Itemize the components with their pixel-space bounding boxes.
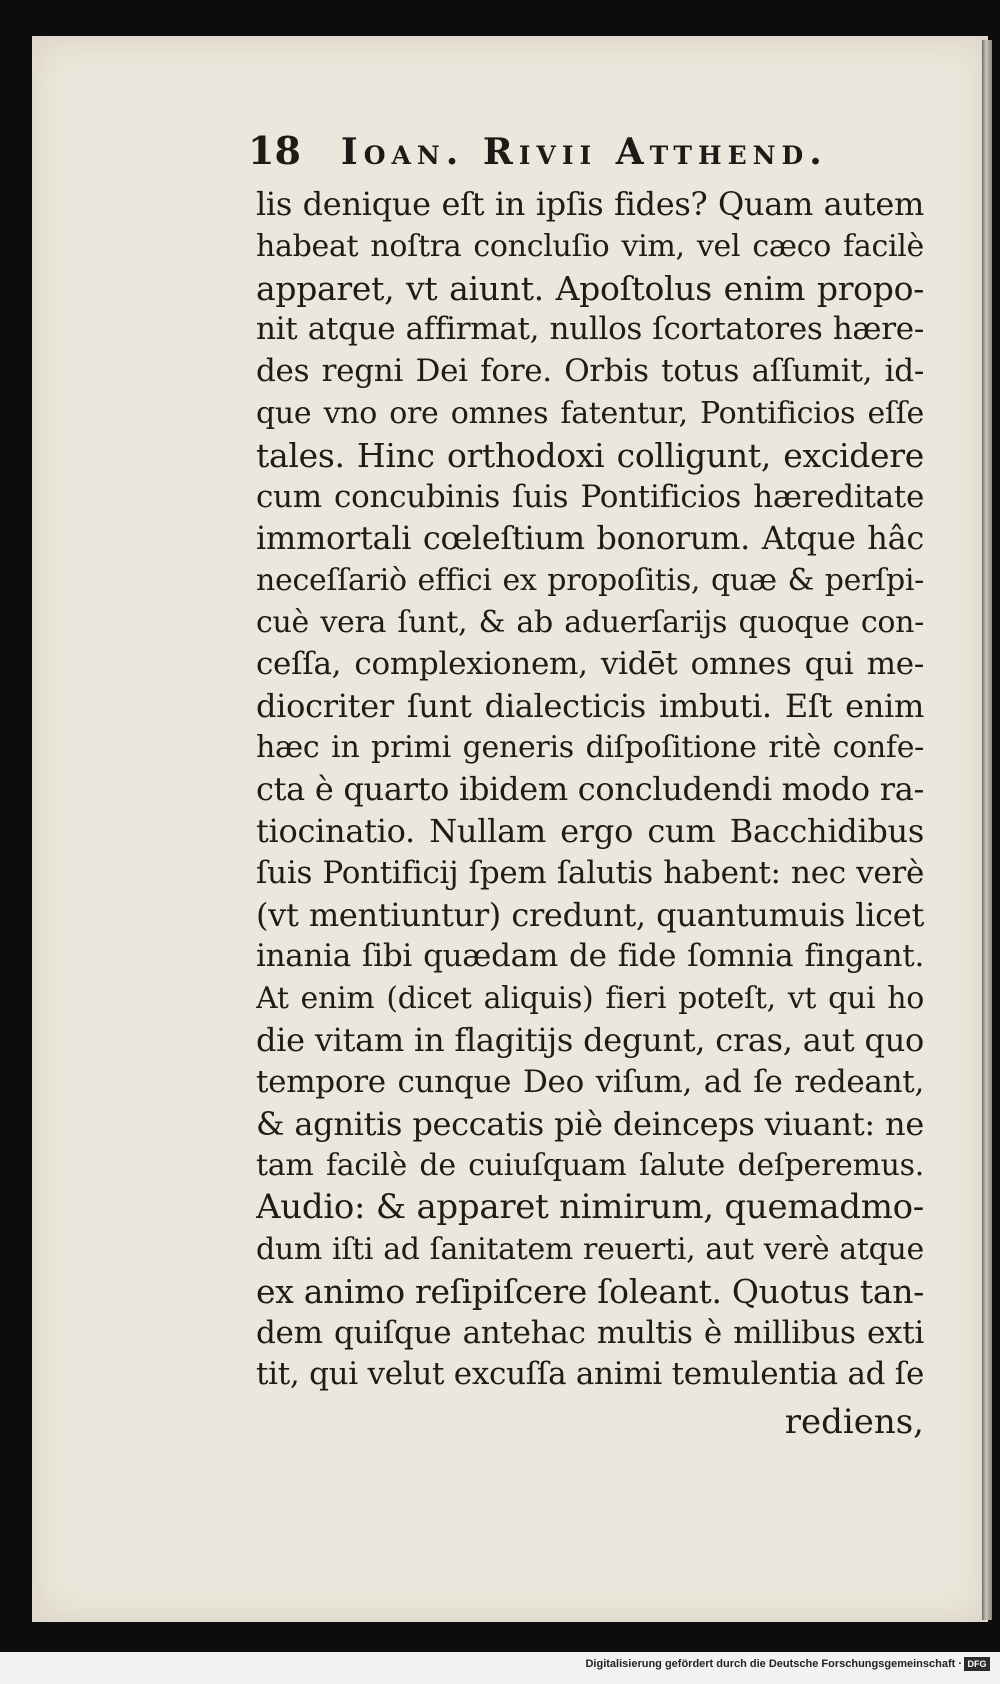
text-line: ceſſa, complexionem, vidēt omnes qui me-	[256, 645, 924, 682]
page-edge	[982, 40, 992, 1620]
text-line: des regni Dei fore. Orbis totus aſſumit, id-	[256, 353, 924, 390]
text-line: tempore cunque Deo viſum, ad ſe redeant,	[256, 1063, 924, 1100]
text-line: hæc in primi generis diſpoſitione ritè confe-	[256, 730, 924, 766]
text-line: Audio: & apparet nimirum, quemadmo-	[256, 1187, 924, 1228]
text-line: dem quiſque antehac multis è millibus exti	[256, 1314, 924, 1351]
text-line: tiocinatio. Nullam ergo cum Bacchidibus	[256, 811, 924, 850]
funding-credit: Digitalisierung gefördert durch die Deutsche Forschungsgemeinschaft ·	[585, 1658, 962, 1670]
footer-bar	[0, 1652, 1000, 1684]
text-line: neceſſariò effici ex propoſitis, quæ & perſpi-	[256, 563, 924, 599]
text-line: immortali cœleſtium bonorum. Atque hâc	[256, 519, 924, 558]
text-line: cuè vera ſunt, & ab aduerſarijs quoque con-	[256, 604, 924, 640]
dfg-logo: DFG	[964, 1657, 990, 1671]
text-line: ſuis Pontificij ſpem ſalutis habent: nec verè	[256, 854, 924, 891]
body-text	[256, 184, 924, 1396]
running-head: Ioan. Rivii Atthend.	[340, 131, 828, 173]
page-number: 18	[248, 128, 301, 173]
text-line: die vitam in flagitijs degunt, cras, aut quo	[256, 1020, 924, 1059]
text-line: diocriter ſunt dialecticis imbuti. Eſt enim	[256, 686, 924, 725]
text-line: (vt mentiuntur) credunt, quantumuis licet	[256, 895, 924, 934]
text-line: At enim (dicet aliquis) fieri poteſt, vt qui ho	[256, 981, 924, 1017]
text-line: tales. Hinc orthodoxi colligunt, excidere	[256, 435, 924, 475]
text-line: que vno ore omnes fatentur, Pontificios eſſe	[256, 395, 924, 431]
text-line: habeat noſtra concluſio vim, vel cæco facilè	[256, 228, 924, 264]
text-line: cta è quarto ibidem concludendi modo ra-	[256, 770, 924, 809]
text-line: cum concubinis ſuis Pontificios hæreditate	[256, 478, 924, 515]
text-line: dum iſti ad ſanitatem reuerti, aut verè atque	[256, 1231, 924, 1267]
page-header	[248, 128, 888, 188]
text-line: lis denique eſt in ipſis fides? Quam autem	[256, 185, 924, 223]
text-line: tit, qui velut excuſſa animi temulentia ad ſe	[256, 1356, 924, 1393]
catchword: rediens,	[784, 1402, 924, 1442]
text-line: nit atque affirmat, nullos ſcortatores hære-	[256, 311, 924, 348]
text-line: apparet, vt aiunt. Apoſtolus enim propo-	[256, 268, 924, 308]
text-line: inania ſibi quædam de fide ſomnia fingant.	[256, 938, 924, 975]
text-line: tam facilè de cuiuſquam ſalute deſperemus.	[256, 1148, 924, 1184]
text-line: ex animo reſipiſcere ſoleant. Quotus tan-	[256, 1271, 924, 1311]
text-line: & agnitis peccatis piè deinceps viuant: ne	[256, 1104, 924, 1143]
